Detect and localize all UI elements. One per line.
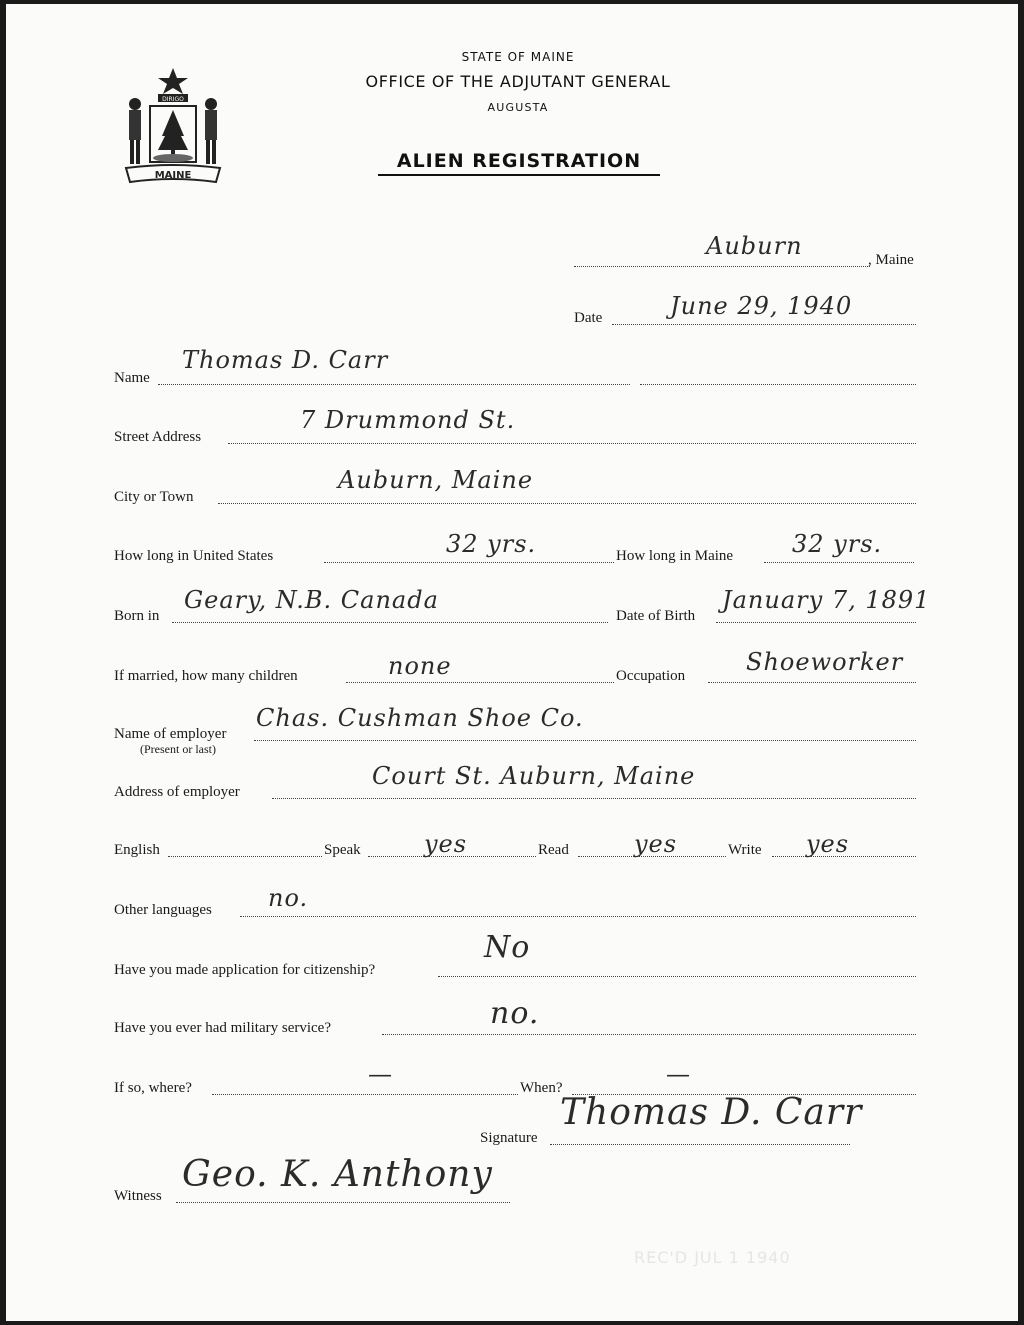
how-long-maine-label: How long in Maine xyxy=(616,548,734,564)
registration-form xyxy=(6,4,1018,1321)
street-line xyxy=(228,443,916,444)
town-line xyxy=(574,266,870,267)
write-value: yes xyxy=(806,830,850,858)
employer-address-value: Court St. Auburn, Maine xyxy=(372,762,696,790)
speak-label: Speak xyxy=(324,842,361,858)
maine-label: , Maine xyxy=(868,252,914,268)
employer-label: Name of employer xyxy=(114,726,227,742)
how-long-us-value: 32 yrs. xyxy=(446,530,537,558)
employer-sublabel: (Present or last) xyxy=(140,742,216,756)
date-value: June 29, 1940 xyxy=(670,292,853,320)
how-long-maine-value: 32 yrs. xyxy=(792,530,883,558)
name-value: Thomas D. Carr xyxy=(182,346,389,374)
read-value: yes xyxy=(634,830,678,858)
citizenship-line xyxy=(438,976,916,977)
read-label: Read xyxy=(538,842,569,858)
when-value: — xyxy=(666,1060,691,1088)
how-long-us-line xyxy=(324,562,614,563)
speak-value: yes xyxy=(424,830,468,858)
name-line-2 xyxy=(640,384,916,385)
military-value: no. xyxy=(490,996,540,1031)
header-city: AUGUSTA xyxy=(487,101,549,114)
write-label: Write xyxy=(728,842,762,858)
when-label: When? xyxy=(520,1080,563,1096)
how-long-us-label: How long in United States xyxy=(114,548,274,564)
employer-address-label: Address of employer xyxy=(114,784,240,800)
witness-line xyxy=(176,1202,510,1203)
occupation-label: Occupation xyxy=(616,668,686,684)
city-value: Auburn, Maine xyxy=(338,466,534,494)
children-value: none xyxy=(388,652,452,680)
english-label: English xyxy=(114,842,160,858)
children-label: If married, how many children xyxy=(114,668,298,684)
date-of-birth-line xyxy=(716,622,916,623)
where-line xyxy=(212,1094,518,1095)
military-line xyxy=(382,1034,916,1035)
signature-value: Thomas D. Carr xyxy=(560,1092,863,1133)
street-value: 7 Drummond St. xyxy=(300,406,516,434)
signature-line xyxy=(550,1144,850,1145)
city-line xyxy=(218,503,916,504)
city-label: City or Town xyxy=(114,489,194,505)
born-in-label: Born in xyxy=(114,608,160,624)
born-in-value: Geary, N.B. Canada xyxy=(184,586,439,614)
citizenship-value: No xyxy=(484,930,531,965)
witness-value: Geo. K. Anthony xyxy=(182,1154,493,1195)
other-languages-line xyxy=(240,916,916,917)
other-languages-value: no. xyxy=(268,884,309,912)
town-value: Auburn xyxy=(706,232,803,260)
employer-line xyxy=(254,740,916,741)
date-line xyxy=(612,324,916,325)
born-in-line xyxy=(172,622,608,623)
date-of-birth-label: Date of Birth xyxy=(616,608,696,624)
received-stamp: REC'D JUL 1 1940 xyxy=(634,1248,791,1267)
how-long-maine-line xyxy=(764,562,914,563)
date-of-birth-value: January 7, 1891 xyxy=(722,586,931,614)
name-label: Name xyxy=(114,370,150,386)
where-label: If so, where? xyxy=(114,1080,192,1096)
employer-address-line xyxy=(272,798,916,799)
header-state: STATE OF MAINE xyxy=(461,50,575,64)
occupation-value: Shoeworker xyxy=(746,648,904,676)
date-label: Date xyxy=(574,310,603,326)
witness-label: Witness xyxy=(114,1188,162,1204)
other-languages-label: Other languages xyxy=(114,902,212,918)
employer-value: Chas. Cushman Shoe Co. xyxy=(256,704,584,732)
children-line xyxy=(346,682,614,683)
seal-banner: MAINE xyxy=(154,170,192,181)
header-office: OFFICE OF THE ADJUTANT GENERAL xyxy=(365,72,671,91)
seal-motto: DIRIGO xyxy=(162,96,184,103)
name-line xyxy=(158,384,630,385)
where-value: — xyxy=(368,1060,393,1088)
signature-label: Signature xyxy=(480,1130,538,1146)
form-title: ALIEN REGISTRATION xyxy=(378,150,660,176)
occupation-line xyxy=(708,682,916,683)
street-label: Street Address xyxy=(114,429,202,445)
english-line xyxy=(168,856,322,857)
military-label: Have you ever had military service? xyxy=(114,1020,331,1036)
citizenship-label: Have you made application for citizenship? xyxy=(114,962,376,978)
